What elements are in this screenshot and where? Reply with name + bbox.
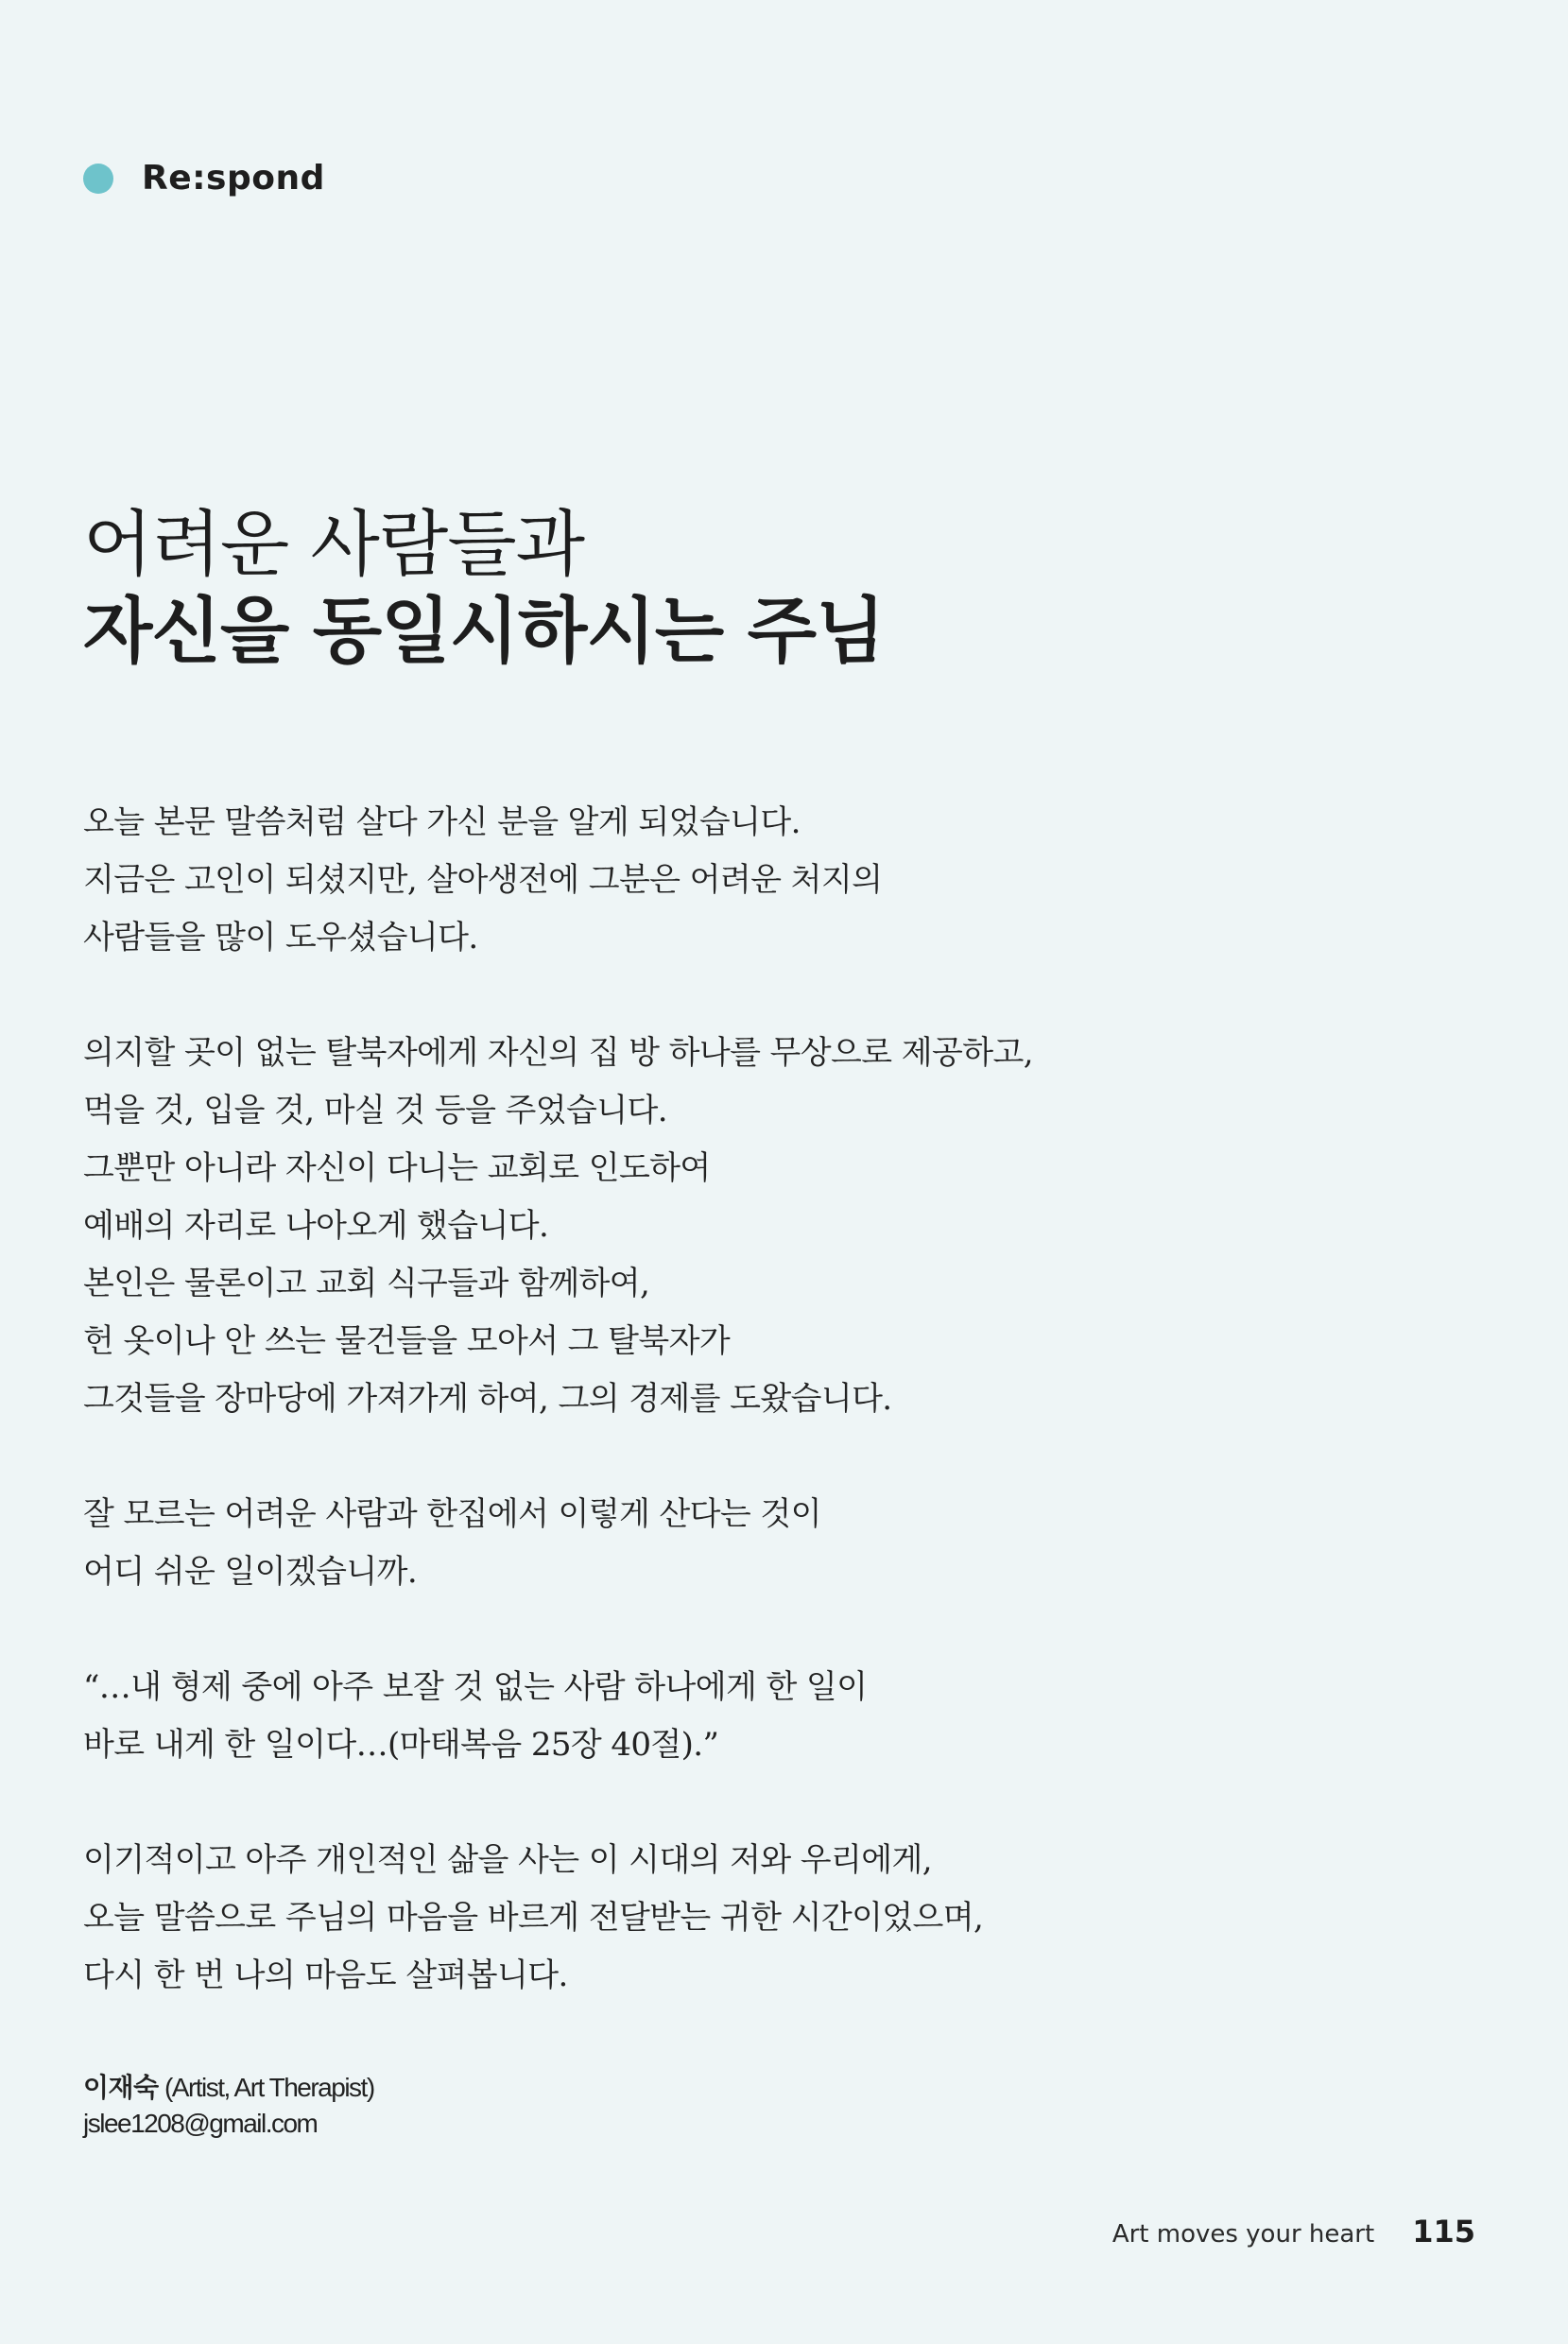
paragraph-line: 먹을 것, 입을 것, 마실 것 등을 주었습니다.: [83, 1092, 667, 1129]
paragraph-line: “…내 형제 중에 아주 보잘 것 없는 사람 하나에게 한 일이: [83, 1668, 868, 1706]
section-dot-icon: [83, 164, 113, 194]
paragraph-line: 이기적이고 아주 개인적인 삶을 사는 이 시대의 저와 우리에게,: [83, 1841, 932, 1879]
author-role: (Artist, Art Therapist): [164, 2073, 374, 2102]
paragraph-line: 그것들을 장마당에 가져가게 하여, 그의 경제를 도왔습니다.: [83, 1380, 892, 1418]
page-number: 115: [1412, 2214, 1475, 2249]
article-title: [83, 501, 885, 675]
paragraph-line: 사람들을 많이 도우셨습니다.: [83, 919, 478, 957]
page-footer: [1112, 2214, 1475, 2249]
paragraph-line: 어디 쉬운 일이겠습니까.: [83, 1553, 418, 1591]
paragraph-line: 본인은 물론이고 교회 식구들과 함께하여,: [83, 1265, 650, 1302]
scripture-quote: [83, 1659, 1123, 1774]
paragraph-line: 예배의 자리로 나아오게 했습니다.: [83, 1207, 549, 1245]
paragraph: [83, 1486, 1123, 1601]
section-tag: [83, 159, 325, 198]
article-body: [83, 794, 1123, 2062]
paragraph-line: 바로 내게 한 일이다…(마태복음 25장 40절).”: [83, 1726, 719, 1764]
paragraph-line: 의지할 곳이 없는 탈북자에게 자신의 집 방 하나를 무상으로 제공하고,: [83, 1034, 1033, 1072]
article-title-line: 어려운 사람들과: [83, 502, 585, 586]
paragraph-line: 오늘 말씀으로 주님의 마음을 바르게 전달받는 귀한 시간이었으며,: [83, 1899, 984, 1937]
paragraph-line: 오늘 본문 말씀처럼 살다 가신 분을 알게 되었습니다.: [83, 803, 801, 841]
footer-tagline: Art moves your heart: [1111, 2220, 1375, 2249]
author-name: 이재숙: [83, 2073, 159, 2102]
author-email: jslee1208@gmail.com: [83, 2109, 318, 2138]
paragraph-line: 잘 모르는 어려운 사람과 한집에서 이렇게 산다는 것이: [83, 1495, 821, 1533]
paragraph-line: 다시 한 번 나의 마음도 살펴봅니다.: [83, 1956, 568, 1994]
paragraph-line: 헌 옷이나 안 쓰는 물건들을 모아서 그 탈북자가: [83, 1322, 731, 1360]
paragraph: [83, 1025, 1123, 1428]
paragraph: [83, 794, 1123, 967]
section-label: Re:spond: [142, 159, 325, 198]
paragraph: [83, 1832, 1123, 2005]
author-credit: [83, 2070, 374, 2142]
paragraph-line: 지금은 고인이 되셨지만, 살아생전에 그분은 어려운 처지의: [83, 861, 883, 899]
paragraph-line: 그뿐만 아니라 자신이 다니는 교회로 인도하여: [83, 1149, 711, 1187]
article-title-line: 자신을 동일시하시는 주님: [83, 589, 885, 673]
